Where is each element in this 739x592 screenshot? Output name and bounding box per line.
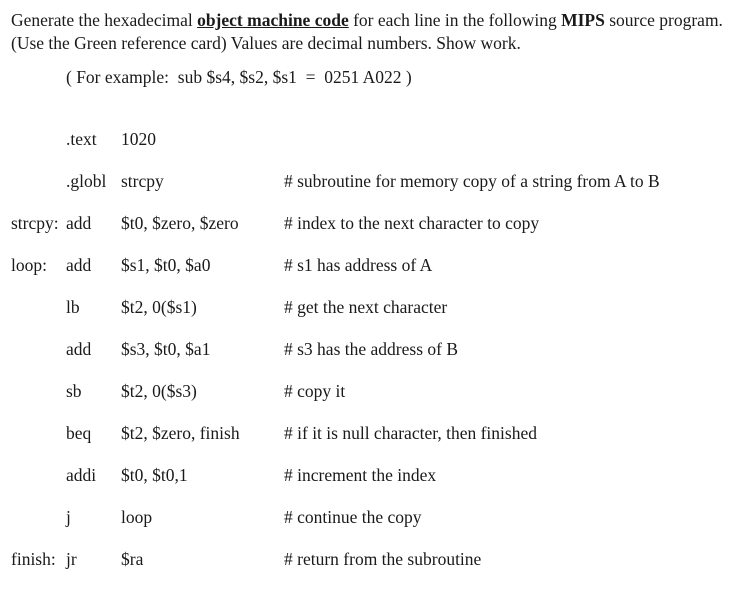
line-operands: $s3, $t0, $a1	[121, 339, 211, 359]
mips-emphasis: MIPS	[561, 10, 605, 30]
line-comment: # continue the copy	[284, 507, 422, 527]
line-comment: # copy it	[284, 381, 346, 401]
program-line	[0, 127, 739, 151]
problem-statement	[11, 9, 731, 55]
line-label: strcpy:	[11, 213, 59, 233]
line-opcode: j	[66, 507, 71, 527]
line-comment: # return from the subroutine	[284, 549, 482, 569]
line-opcode: jr	[66, 549, 77, 569]
line-comment: # increment the index	[284, 465, 437, 485]
line-opcode: .text	[66, 129, 97, 149]
intro-text-middle: for each line in the following	[348, 10, 562, 30]
program-line	[0, 295, 739, 319]
program-line	[0, 379, 739, 403]
line-comment: # s3 has the address of B	[284, 339, 459, 359]
line-operands: $t2, $zero, finish	[121, 423, 240, 443]
line-opcode: beq	[66, 423, 92, 443]
line-label: loop:	[11, 255, 47, 275]
line-operands: strcpy	[121, 171, 164, 191]
program-line	[0, 337, 739, 361]
program-line	[0, 253, 739, 277]
line-operands: $t2, 0($s1)	[121, 297, 197, 317]
example-line: ( For example: sub $s4, $s2, $s1 = 0251 A022 )	[66, 67, 412, 87]
line-comment: # subroutine for memory copy of a string from A to B	[284, 171, 660, 191]
line-operands: $t2, 0($s3)	[121, 381, 197, 401]
line-operands: $t0, $t0,1	[121, 465, 188, 485]
line-operands: 1020	[121, 129, 156, 149]
line-opcode: .globl	[66, 171, 107, 191]
program-line	[0, 421, 739, 445]
line-opcode: lb	[66, 297, 80, 317]
line-comment: # index to the next character to copy	[284, 213, 540, 233]
line-opcode: add	[66, 213, 92, 233]
program-line	[0, 463, 739, 487]
intro-text-end: source program. (Use the Green reference card) Values are decimal numbers. Show work.	[11, 10, 723, 53]
line-operands: loop	[121, 507, 153, 527]
line-opcode: sb	[66, 381, 82, 401]
program-line	[0, 169, 739, 193]
line-operands: $ra	[121, 549, 144, 569]
line-operands: $t0, $zero, $zero	[121, 213, 239, 233]
program-line	[0, 211, 739, 235]
line-operands: $s1, $t0, $a0	[121, 255, 211, 275]
line-opcode: add	[66, 255, 92, 275]
line-opcode: addi	[66, 465, 97, 485]
line-opcode: add	[66, 339, 92, 359]
program-line	[0, 547, 739, 571]
intro-text-start: Generate the hexadecimal	[11, 10, 198, 30]
program-line	[0, 505, 739, 529]
line-comment: # s1 has address of A	[284, 255, 433, 275]
line-comment: # if it is null character, then finished	[284, 423, 537, 443]
object-machine-code-emphasis: object machine code	[197, 10, 349, 30]
line-comment: # get the next character	[284, 297, 448, 317]
line-label: finish:	[11, 549, 56, 569]
